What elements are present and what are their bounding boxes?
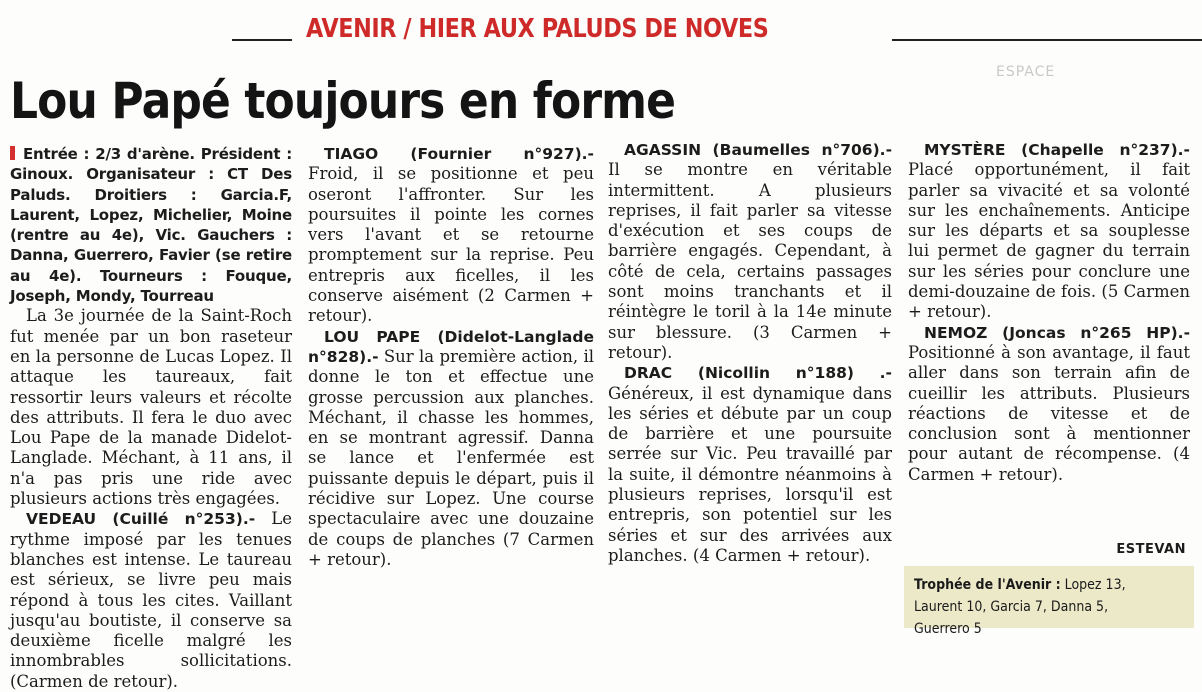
bull-text: Froid, il se positionne et peu oseront l'affronter. Sur les poursuites il pointe les cornes vers l'avant et se retourne promptement sur la reprise. Peu entrepris aux ficelles, il les conserve aisément (2 Carmen + retour).: [308, 164, 594, 326]
column-2: [308, 144, 594, 628]
trophy-box: [904, 566, 1194, 637]
bull-paragraph: [308, 144, 594, 327]
intro-paragraph: La 3e journée de la Saint-Roch fut menée par un bon raseteur en la personne de Lucas Lopez. Il attaque les taureaux, fait ressortir leurs valeurs et récolte des attributs. Il fera le duo avec Lou Pape de la manade Didelot-Langlade. Méchant, à 11 ans, il n'a pas pris une ride avec plusieurs actions très engagées.: [10, 306, 292, 509]
kicker-rule-right: [892, 39, 1202, 41]
bull-name: DRAC (Nicollin n°188) .-: [624, 364, 892, 383]
bull-paragraph: [608, 140, 892, 363]
bull-paragraph: [908, 140, 1190, 323]
bull-text: Sur la première action, il donne le ton et effectue une grosse percussion aux planches. Méchant, il chasse les hommes, en se montrant agressif. Danna se lance et l'enfermée est puissante depuis le départ, puis il récidive sur Lopez. Une course spectaculaire avec une douzaine de coups de planches (7 Carmen + retour).: [308, 346, 594, 569]
bull-paragraph: [608, 363, 892, 566]
bull-name: VEDEAU (Cuillé n°253).-: [26, 510, 256, 529]
bull-text: Il se montre en véritable intermittent. A plusieurs reprises, il fait parler sa vitesse d'exécution et ses coups de barrière engagés. Cependant, à côté de cela, certains passages sont moins tranchants et il réintègre le toril à la 14e minute sur blessure. (3 Carmen + retour).: [608, 160, 892, 362]
trophy-text: [914, 574, 1157, 640]
bull-text: Positionné à son avantage, il faut aller dans son terrain afin de cueillir les attributs. Plusieurs réactions de vitesse et de conclusion sont à mentionner pour autant de récompense. (4 Carmen + retour).: [908, 342, 1190, 484]
kicker-bar: [232, 14, 1200, 52]
fiche-text: Entrée : 2/3 d'arène. Président : Ginoux. Organisateur : CT Des Paluds. Droitiers : Garcia.F, Laurent, Lopez, Michelier, Moine (rentre au 4e), Vic. Gauchers : Danna, Guerrero, Favier (se retire au 4e). Tourneurs : Fouque, Joseph, Mondy, Tourreau: [10, 145, 292, 306]
bull-text: Placé opportunément, il fait parler sa vivacité et sa volonté sur les enchaînements. Anticipe sur les départs et sa souplesse lui permet de gagner du terrain sur les séries pour conclure une demi-douzaine de fois. (5 Carmen + retour).: [908, 160, 1190, 322]
section-kicker: AVENIR / HIER AUX PALUDS DE NOVES: [306, 14, 769, 44]
kicker-rule-left: [232, 39, 292, 41]
bull-name: AGASSIN (Baumelles n°706).-: [624, 141, 892, 159]
bleed-through-text: ESPACE: [996, 64, 1056, 80]
bull-name: MYSTÈRE (Chapelle n°237).-: [924, 141, 1190, 159]
bull-name: TIAGO (Fournier n°927).-: [324, 145, 594, 163]
bull-name: NEMOZ (Joncas n°265 HP).-: [924, 323, 1190, 342]
bull-text: Généreux, il est dynamique dans les séries et débute par un coup de barrière et une poursuite serrée sur Vic. Peu travaillé par la suite, il démontre néanmoins à plusieurs reprises, lorsqu'il est entrepris, son potentiel sur les séries et sur des arrivées aux planches. (4 Carmen + retour).: [608, 383, 892, 565]
bull-paragraph: [10, 509, 292, 692]
trophy-ranking: Lopez 13, Laurent 10, Garcia 7, Danna 5, Guerrero 5: [914, 577, 1126, 637]
bull-paragraph: [308, 327, 594, 571]
red-marker: [10, 146, 15, 160]
trophy-label: Trophée de l'Avenir :: [914, 577, 1061, 593]
fiche-technique: [10, 144, 292, 306]
column-3: [608, 140, 892, 624]
bull-name: LOU PAPE (Didelot-Langlade n°828).-: [308, 327, 594, 366]
bull-paragraph: [908, 323, 1190, 485]
author-signature: ESTEVAN: [1116, 542, 1186, 557]
headline: Lou Papé toujours en forme: [10, 72, 676, 130]
bull-text: Le rythme imposé par les tenues blanches est intense. Le taureau est sérieux, se livre peu mais répond à tous les cites. Vaillant jusqu'au boutiste, il conserve sa deuxième ficelle malgré les innombrables sollicitations. (Carmen de retour).: [10, 509, 292, 691]
column-1: [10, 144, 292, 691]
